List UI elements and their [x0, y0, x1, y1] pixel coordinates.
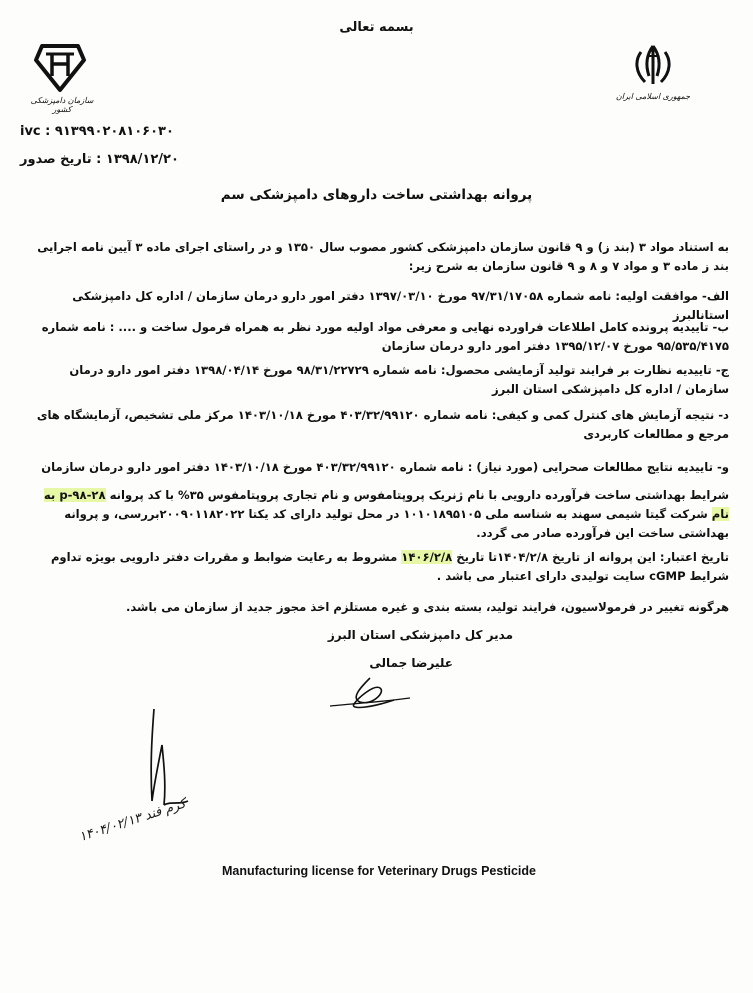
handwritten-date-note: کرم فند ۱۴۰۴/۰۲/۱۳ [77, 796, 188, 845]
issue-date: ۱۳۹۸/۱۲/۲۰ : تاریخ صدور [20, 152, 179, 167]
validity-end-date-highlight: ۱۴۰۶/۲/۸ [401, 550, 453, 564]
intro-paragraph: به استناد مواد ۳ (بند ز) و ۹ قانون سازمان دامپزشکی کشور مصوب سال ۱۳۵۰ و در راستای اجرای ماده ۳ آیین نامه اجرایی بند ز ماده ۳ و مواد ۷ و ۸ و ۹ قانون سازمان به شرح زیر: [37, 240, 729, 273]
conditions-text-2: شرکت گیتا شیمی سهند به شناسه ملی ۱۰۱۰۱۸۹۵۱۰۵ در محل تولید دارای کد یکتا ۲۰۰۹۰۱۱۸۲۰۲۲بررسی، و پروانه بهداشتی ساخت این فرآورده صادر می گردد. [64, 507, 729, 540]
signatory-title: مدیر کل دامپزشکی استان البرز [327, 628, 513, 642]
signature-icon [310, 668, 430, 718]
change-notice: هرگونه تغییر در فرمولاسیون، فرایند تولید، بسته بندی و غیره مستلزم اخذ مجوز جدید از سازمان می باشد. [125, 600, 729, 614]
license-title: پروانه بهداشتی ساخت داروهای دامپزشکی سم [220, 187, 533, 203]
item-dossier-approval: ب- تاییدیه پرونده کامل اطلاعات فراورده نهایی و معرفی مواد اولیه مورد نظر به همراه فرمول ساخت و .... : نامه شماره ۹۵/۵۳۵/۴۱۷۵ مورخ ۱۳۹۵/۱۲/۰۷ دفتر امور دارو درمان سازمان [41, 320, 729, 353]
emblem-caption: جمهوری اسلامی ایران [615, 92, 691, 101]
item-trial-production: ج- تاییدیه نظارت بر فرایند تولید آزمایشی محصول: نامه شماره ۹۸/۳۱/۲۲۷۲۹ مورخ ۱۳۹۸/۰۴/۱۴ دفتر امور دارو درمان سازمان / اداره کل دامپزشکی استان البرز [69, 363, 729, 396]
validity-text-2: مشروط به رعایت ضوابط و مقررات دفتر دارویی بویژه تداوم شرایط cGMP سایت تولیدی دارای اعتبار می باشد . [50, 550, 729, 583]
ivc-logo-caption: سازمان دامپزشکی کشور [30, 96, 94, 114]
english-title: Manufacturing license for Veterinary Drugs Pesticide [222, 864, 536, 878]
iran-emblem [613, 42, 693, 122]
validity-text-1: تاریخ اعتبار: این پروانه از تاریخ ۱۴۰۴/۲/۸تا تاریخ [452, 550, 729, 564]
conditions-text-1: شرایط بهداشتی ساخت فرآورده دارویی با نام ژنریک پروپتامفوس و نام تجاری پروپتامفوس ۳۵% با کد پروانه [105, 488, 729, 502]
item-field-studies: و- تاییدیه نتایج مطالعات صحرایی (مورد نیاز) : نامه شماره ۴۰۳/۳۲/۹۹۱۲۰ مورخ ۱۴۰۳/۱۰/۱۸ دفتر امور دارو درمان سازمان [41, 460, 729, 474]
conditions-paragraph [24, 486, 729, 543]
iran-emblem-icon [627, 42, 679, 90]
ivc-code: ivc : ۹۱۳۹۹۰۲۰۸۱۰۶۰۳۰ [20, 124, 174, 139]
validity-paragraph [24, 548, 729, 586]
item-quality-tests: د- نتیجه آزمایش های کنترل کمی و کیفی: نامه شماره ۴۰۳/۳۲/۹۹۱۲۰ مورخ ۱۴۰۳/۱۰/۱۸ مرکز ملی تشخیص، آزمایشگاه های مرجع و مطالعات کاربردی [36, 408, 729, 441]
ivc-logo [22, 40, 102, 120]
signatory-name: علیرضا جمالی [369, 656, 453, 670]
ivc-logo-icon [32, 40, 88, 94]
license-code-highlight: p-۹۸-۲۸ به نام [43, 488, 729, 521]
item-initial-approval: الف- موافقت اولیه: نامه شماره ۹۷/۳۱/۱۷۰۵۸ مورخ ۱۳۹۷/۰۳/۱۰ دفتر امور دارو درمان سازمان / اداره کل دامپزشکی استانالبرز [72, 289, 729, 322]
bismillah-header: بسمه تعالی [339, 20, 414, 35]
